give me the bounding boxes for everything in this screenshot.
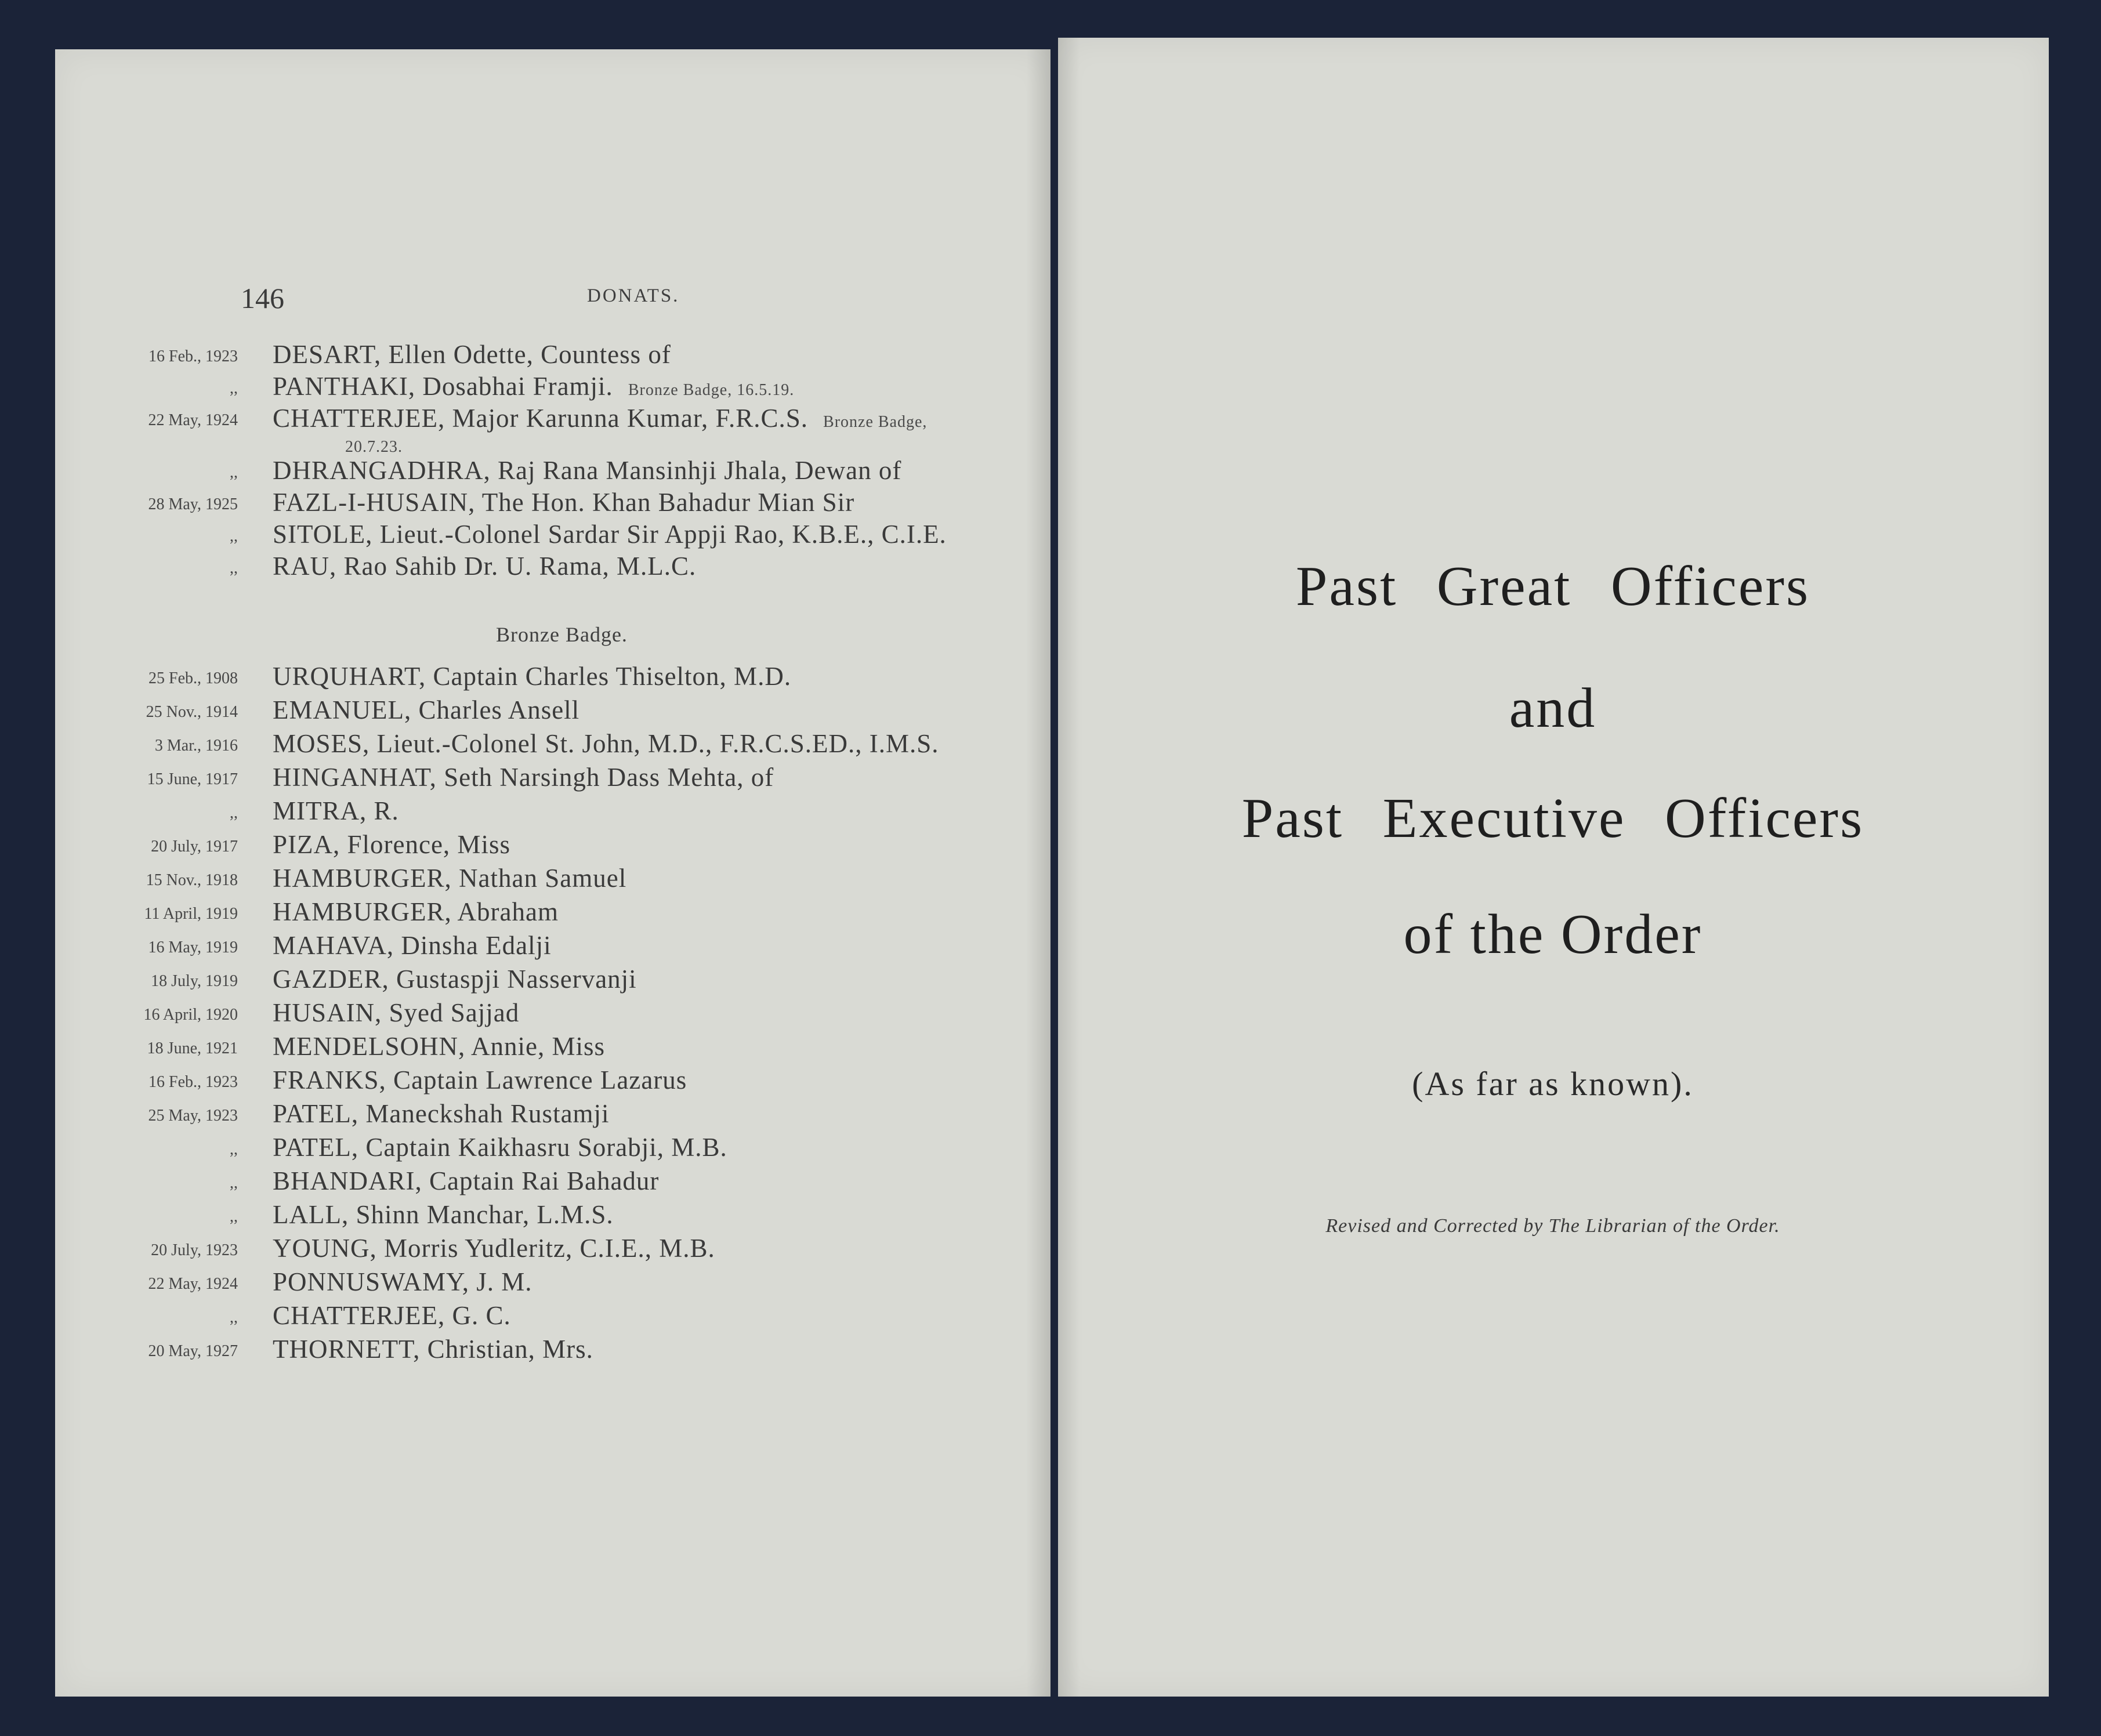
credit-line: Revised and Corrected by The Librarian of the Order. [1325, 1215, 1780, 1237]
entry-name: PATEL, Captain Kaikhasru Sorabji, M.B. [273, 1133, 727, 1162]
entry-date: 3 Mar., 1916 [154, 737, 238, 755]
list-item [55, 964, 1052, 999]
entry-date: 28 May, 1925 [148, 495, 238, 513]
entry-date: 20 July, 1923 [151, 1241, 238, 1259]
entry-name: PIZA, Florence, Miss [273, 830, 510, 859]
title-line-2: and [1509, 677, 1597, 740]
entry-date: 25 May, 1923 [148, 1107, 238, 1125]
list-item [55, 1166, 1052, 1201]
list-item [55, 1065, 1052, 1100]
entry-name: MAHAVA, Dinsha Edalji [273, 931, 552, 960]
entry-name: BHANDARI, Captain Rai Bahadur [273, 1166, 660, 1195]
list-item [55, 930, 1052, 965]
entry-date: 15 Nov., 1918 [146, 871, 238, 889]
entry-note: Bronze Badge, [823, 413, 928, 431]
entry-date: 16 Feb., 1923 [148, 1073, 238, 1091]
entry-date: 16 April, 1920 [143, 1006, 238, 1024]
list-item [55, 796, 1052, 831]
entry-name: DESART, Ellen Odette, Countess of [273, 340, 671, 369]
list-item [55, 1031, 1052, 1066]
entry-note: Bronze Badge, 16.5.19. [628, 381, 795, 399]
entry-date: 22 May, 1924 [148, 411, 238, 429]
list-item [55, 695, 1052, 730]
entry-name: PATEL, Maneckshah Rustamji [273, 1099, 610, 1128]
entry-name-text: PANTHAKI, Dosabhai Framji. [273, 372, 613, 401]
entry-name: SITOLE, Lieut.-Colonel Sardar Sir Appji Rao, K.B.E., C.I.E. [273, 520, 947, 549]
entry-date: ,, [230, 463, 238, 481]
entry-name: GAZDER, Gustaspji Nasservanji [273, 965, 637, 994]
right-page [1057, 38, 2049, 1697]
entry-date: ,, [230, 1174, 238, 1192]
entry-name [273, 371, 794, 401]
page-number: 146 [241, 282, 284, 314]
list-item [55, 551, 1052, 586]
left-page [55, 49, 1052, 1697]
entry-name: RAU, Rao Sahib Dr. U. Rama, M.L.C. [273, 552, 697, 581]
entry-name: THORNETT, Christian, Mrs. [273, 1335, 593, 1364]
page-gutter-shadow [1027, 49, 1052, 1697]
entry-date: ,, [230, 804, 238, 822]
entry-name: URQUHART, Captain Charles Thiselton, M.D. [273, 662, 792, 691]
list-item [55, 1199, 1052, 1234]
entry-name: EMANUEL, Charles Ansell [273, 695, 580, 724]
entry-date: ,, [230, 527, 238, 545]
entry-date: ,, [230, 559, 238, 577]
entry-name: LALL, Shinn Manchar, L.M.S. [273, 1200, 614, 1229]
entry-name: MENDELSOHN, Annie, Miss [273, 1032, 606, 1061]
entry-name: PONNUSWAMY, J. M. [273, 1267, 533, 1296]
entry-name: HAMBURGER, Abraham [273, 897, 559, 926]
list-item [55, 863, 1052, 898]
subtitle: (As far as known). [1412, 1065, 1694, 1103]
entry-date: ,, [230, 1309, 238, 1327]
section-heading: Bronze Badge. [496, 623, 628, 646]
entry-date: 16 Feb., 1923 [148, 347, 238, 365]
title-line-1: Past Great Officers [1295, 555, 1810, 618]
list-item [55, 1099, 1052, 1133]
list-item [55, 487, 1052, 522]
entry-name: MOSES, Lieut.-Colonel St. John, M.D., F.R.C.S.ED., I.M.S. [273, 729, 939, 758]
entry-name: HAMBURGER, Nathan Samuel [273, 864, 627, 893]
entry-name: FAZL-I-HUSAIN, The Hon. Khan Bahadur Mian Sir [273, 488, 855, 517]
entry-date: 22 May, 1924 [148, 1275, 238, 1293]
list-item [55, 1300, 1052, 1335]
entry-date: ,, [230, 1140, 238, 1158]
list-item [55, 998, 1052, 1032]
entry-date: 25 Feb., 1908 [148, 669, 238, 687]
book-spine [1050, 38, 1058, 1697]
list-item [55, 403, 1052, 438]
list-item [55, 661, 1052, 696]
list-item [55, 1334, 1052, 1369]
title-line-4: of the Order [1403, 903, 1702, 966]
list-item [55, 371, 1052, 406]
entry-date: 25 Nov., 1914 [146, 703, 238, 721]
list-item [55, 829, 1052, 864]
entry-name-text: CHATTERJEE, Major Karunna Kumar, F.R.C.S. [273, 404, 809, 433]
list-item [55, 339, 1052, 374]
entry-date: 15 June, 1917 [147, 770, 238, 788]
list-item [55, 762, 1052, 797]
entry-date: 18 June, 1921 [147, 1039, 238, 1057]
list-item [55, 455, 1052, 490]
badge-date-note: 20.7.23. [345, 438, 403, 456]
list-item [55, 1132, 1052, 1167]
entry-date: 20 May, 1927 [148, 1342, 238, 1360]
entry-name: DHRANGADHRA, Raj Rana Mansinhji Jhala, Dewan of [273, 456, 902, 485]
page-gutter-shadow [1057, 38, 1080, 1697]
entry-name: YOUNG, Morris Yudleritz, C.I.E., M.B. [273, 1234, 715, 1263]
list-item [55, 897, 1052, 932]
entry-date: 16 May, 1919 [148, 938, 238, 956]
entry-date: 18 July, 1919 [151, 972, 238, 990]
entry-date: ,, [230, 1208, 238, 1226]
list-item [55, 519, 1052, 554]
entry-name: HUSAIN, Syed Sajjad [273, 998, 520, 1027]
entry-name [273, 403, 927, 433]
entry-name: MITRA, R. [273, 796, 399, 825]
entry-name: CHATTERJEE, G. C. [273, 1301, 511, 1330]
list-item [55, 1233, 1052, 1268]
running-head: DONATS. [587, 285, 680, 306]
entry-date: ,, [230, 379, 238, 397]
list-item [55, 1267, 1052, 1302]
entry-name: HINGANHAT, Seth Narsingh Dass Mehta, of [273, 763, 774, 792]
entry-date: 11 April, 1919 [144, 905, 238, 923]
title-line-3: Past Executive Officers [1241, 787, 1864, 850]
entry-date: 20 July, 1917 [151, 838, 238, 856]
entry-name: FRANKS, Captain Lawrence Lazarus [273, 1065, 687, 1094]
list-item [55, 729, 1052, 763]
